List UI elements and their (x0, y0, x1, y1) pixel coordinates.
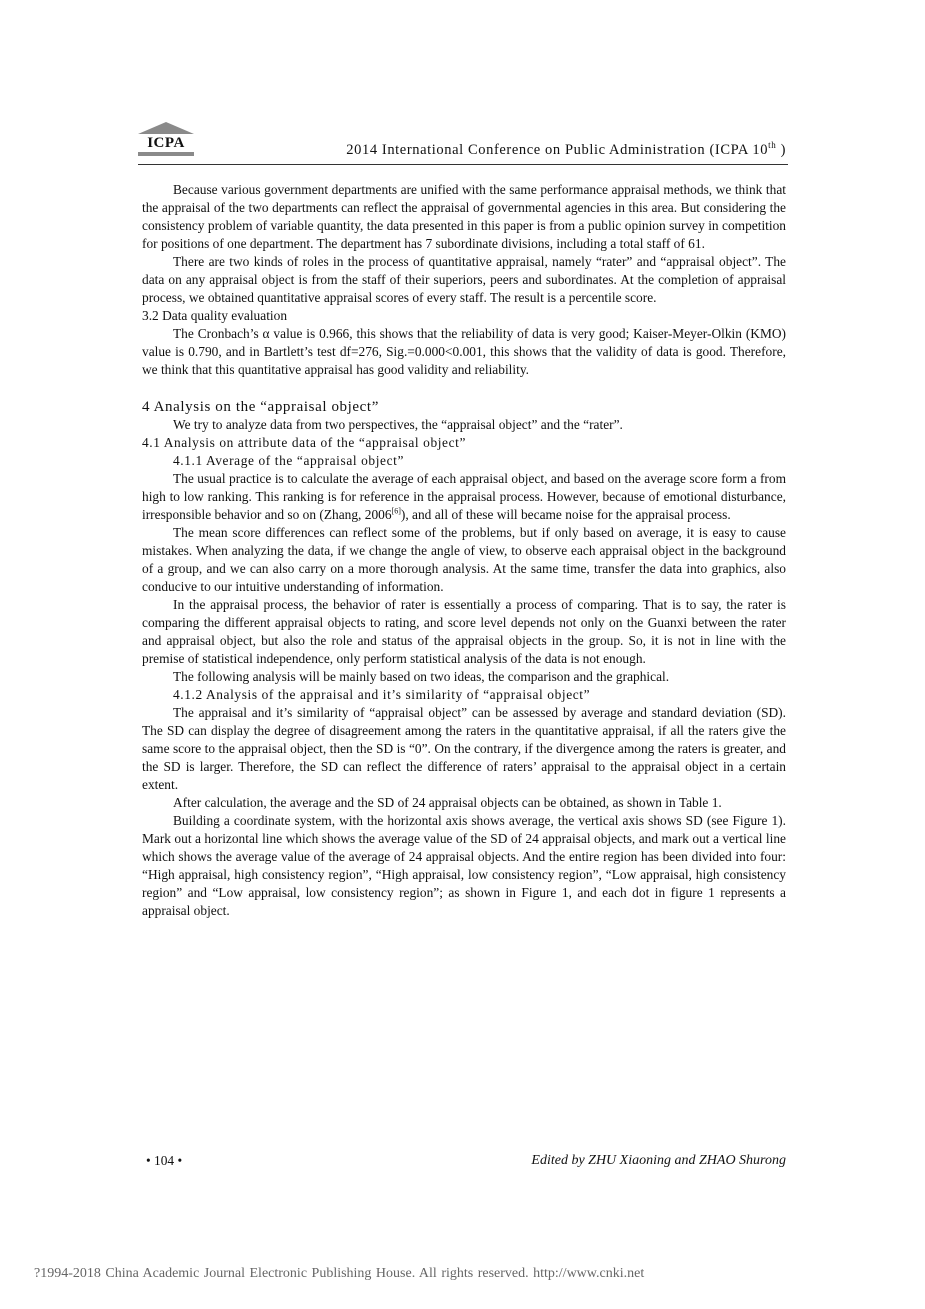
paragraph: The usual practice is to calculate the average of each appraisal object, and based on the average score form a from high to low ranking. This ranking is for reference in the appraisal process. However, because of emotional disturbance, irresponsible behavior and so on (Zhang, 2006[6]), and all of these will became noise for the appraisal process. (142, 471, 786, 522)
paragraph: Building a coordinate system, with the horizontal axis shows average, the vertical axis shows SD (see Figure 1). Mark out a horizontal line which shows the average value of the SD of 24 appraisal objects, and mark out a vertical line which shows the average value of the average of 24 appraisal objects. And the entire region has been divided into four: “High appraisal, high consistency region”, “High appraisal, low consistency region”, “Low appraisal, high consistency region” and “Low appraisal, low consistency region”; as shown in Figure 1, and each dot in figure 1 represents a appraisal object. (142, 813, 786, 918)
paragraph: The following analysis will be mainly based on two ideas, the comparison and the graphical. (173, 669, 670, 684)
copyright-notice: ?1994-2018 China Academic Journal Electronic Publishing House. All rights reserved. http://www.cnki.net (34, 1266, 645, 1281)
paragraph: After calculation, the average and the SD of 24 appraisal objects can be obtained, as shown in Table 1. (173, 795, 722, 810)
running-header: 2014 International Conference on Public Administration (ICPA 10th ) (346, 140, 786, 158)
paragraph: The Cronbach’s α value is 0.966, this shows that the reliability of data is very good; Kaiser-Meyer-Olkin (KMO) value is 0.790, and in Bartlett’s test df=276, Sig.=0.000<0.001, this shows that the validity of data is good. Therefore, we think that this quantitative appraisal has good validity and reliability. (142, 326, 786, 377)
subsection-heading: 4.1 Analysis on attribute data of the “appraisal object” (142, 435, 467, 450)
paragraph: There are two kinds of roles in the process of quantitative appraisal, namely “rater” and “appraisal object”. The data on any appraisal object is from the staff of their superiors, peers and subordinates. At the completion of appraisal process, we obtained quantitative appraisal scores of every staff. The result is a percentile score. (142, 254, 786, 305)
logo-text: ICPA (147, 135, 185, 151)
page-number: • 104 • (146, 1153, 183, 1168)
subsubsection-heading: 4.1.1 Average of the “appraisal object” (173, 453, 404, 468)
paragraph: The appraisal and it’s similarity of “appraisal object” can be assessed by average and standard deviation (SD). The SD can display the degree of disagreement among the raters in the quantitative appraisal, if all the raters give the same score to the appraisal object, then the SD is “0”. On the contrary, if the divergence among the raters is greater, and the SD is larger. Therefore, the SD can reflect the difference of raters’ appraisal to the appraisal object in a certain extent. (142, 705, 786, 792)
paragraph: The mean score differences can reflect some of the problems, but if only based on average, it is easy to cause mistakes. When analyzing the data, if we change the angle of view, to observe each appraisal object in the background of a group, and we can also carry on a more thorough analysis. At the same time, transfer the data into graphics, also conducive to our intuitive understanding of information. (142, 525, 786, 594)
paragraph: We try to analyze data from two perspectives, the “appraisal object” and the “rater”. (173, 417, 623, 432)
editors: Edited by ZHU Xiaoning and ZHAO Shurong (531, 1153, 786, 1168)
subsubsection-heading: 4.1.2 Analysis of the appraisal and it’s similarity of “appraisal object” (173, 687, 591, 702)
header-rule (138, 164, 788, 165)
icpa-logo (138, 122, 194, 160)
logo-roof-icon (138, 122, 194, 134)
section-heading: 4 Analysis on the “appraisal object” (142, 399, 379, 415)
citation[interactable]: [6] (391, 506, 401, 516)
paragraph: In the appraisal process, the behavior of rater is essentially a process of comparing. That is to say, the rater is comparing the different appraisal objects to rating, and score level depends not only on the Guanxi between the rater and appraisal object, but also the role and status of the appraisal objects in the group. So, it is not in line with the premise of statistical independence, only perform statistical analysis of the data is not enough. (142, 597, 786, 666)
body-text (142, 181, 786, 920)
section-heading: 3.2 Data quality evaluation (142, 308, 288, 323)
paragraph: Because various government departments are unified with the same performance appraisal methods, we think that the appraisal of the two departments can reflect the appraisal of governmental agencies in this area. But considering the consistency problem of variable quantity, the data presented in this paper is from a public opinion survey in competition for positions of one department. The department has 7 subordinate divisions, including a total staff of 61. (142, 182, 786, 251)
